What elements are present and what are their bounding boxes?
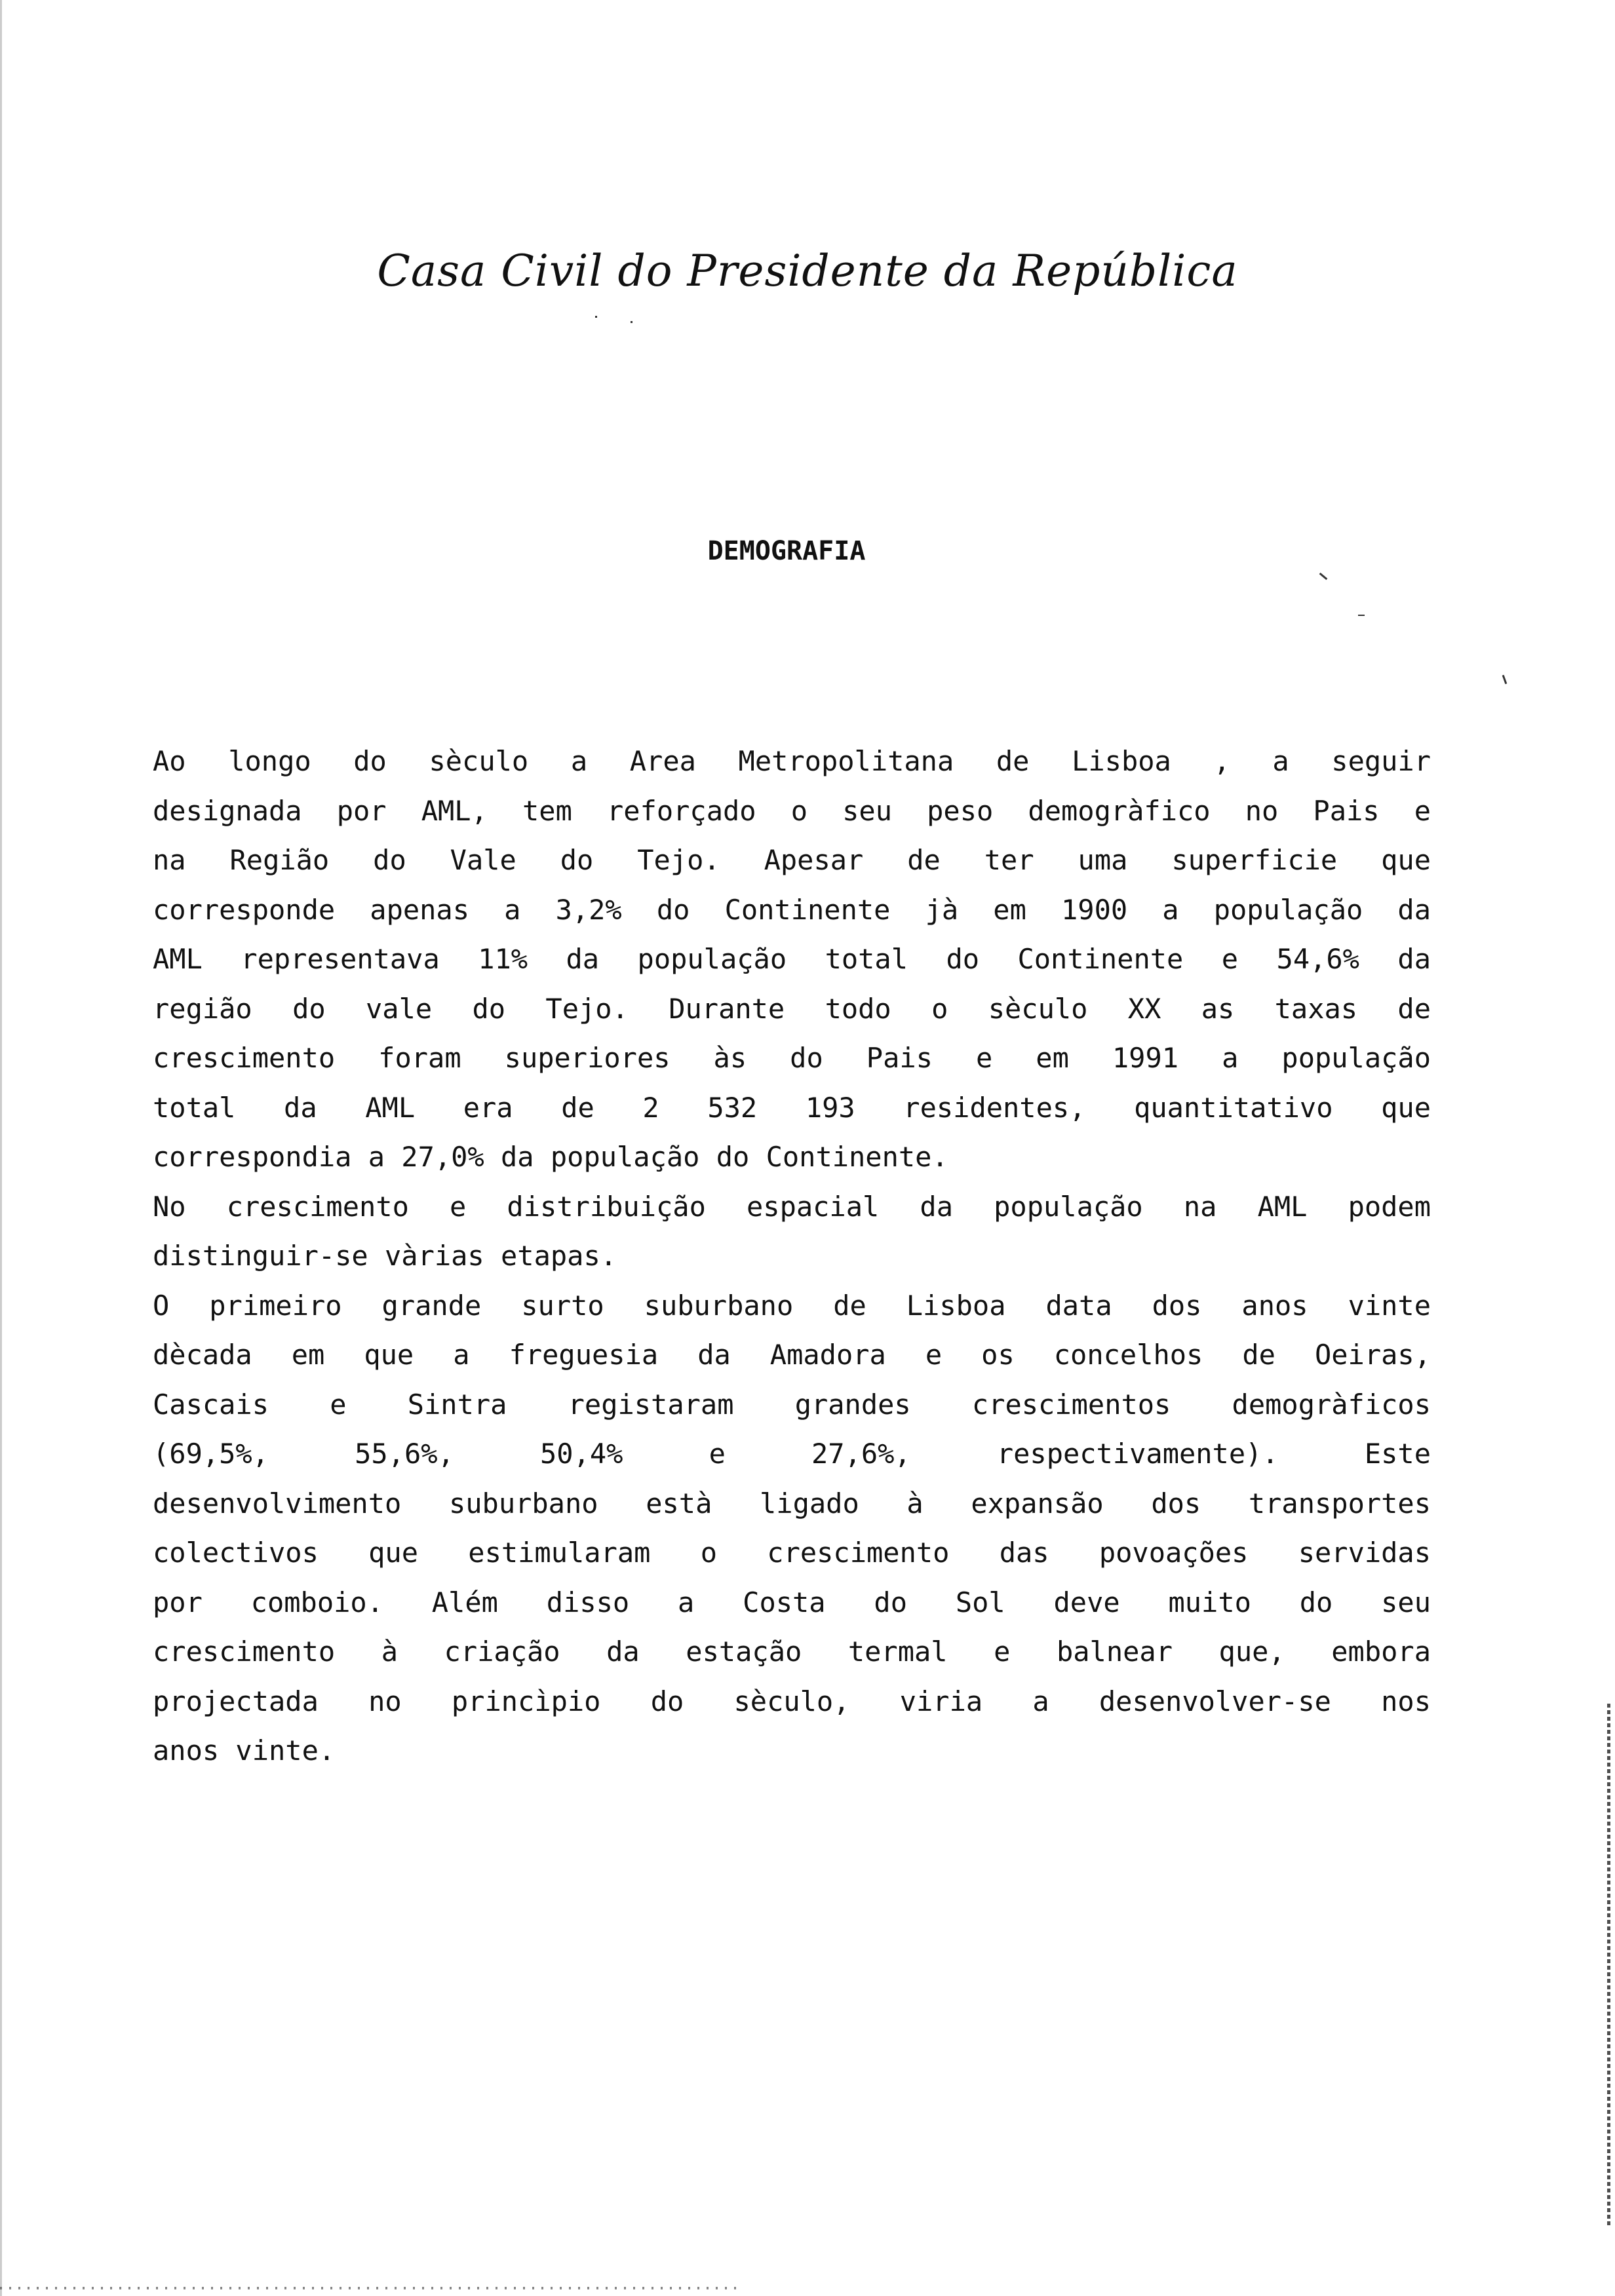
text-line: por comboio. Além disso a Costa do Sol deve muito do seu: [153, 1586, 1431, 1618]
scan-edge-right: [1607, 1704, 1610, 2228]
scan-speck: [1358, 615, 1365, 616]
scan-speck: [1502, 675, 1508, 684]
body-text: [153, 737, 1431, 1776]
scan-edge-bottom: [0, 2287, 741, 2289]
text-line: total da AML era de 2 532 193 residentes, quantitativo que: [153, 1091, 1431, 1124]
text-line: região do vale do Tejo. Durante todo o sèculo XX as taxas de: [153, 992, 1431, 1025]
text-line: anos vinte.: [153, 1734, 336, 1767]
section-title: DEMOGRAFIA: [707, 536, 866, 566]
text-line: crescimento foram superiores às do Pais e em 1991 a população: [153, 1042, 1431, 1074]
scan-speck: [631, 321, 632, 323]
text-line: designada por AML, tem reforçado o seu peso demogràfico no Pais e: [153, 794, 1431, 827]
text-line: O primeiro grande surto suburbano de Lisboa data dos anos vinte: [153, 1289, 1431, 1322]
scan-speck: [1319, 573, 1328, 580]
letterhead: Casa Civil do Presidente da República: [377, 246, 1238, 296]
text-line: (69,5%, 55,6%, 50,4% e 27,6%, respectivamente). Este: [153, 1438, 1431, 1470]
text-line: projectada no princìpio do sèculo, viria a desenvolver-se nos: [153, 1685, 1431, 1717]
text-line: distinguir-se vàrias etapas.: [153, 1240, 617, 1272]
text-line: na Região do Vale do Tejo. Apesar de ter uma superficie que: [153, 844, 1431, 876]
text-line: crescimento à criação da estação termal e balnear que, embora: [153, 1636, 1431, 1668]
scan-speck: [595, 316, 597, 318]
text-line: Ao longo do sèculo a Area Metropolitana de Lisboa , a seguir: [153, 745, 1431, 777]
text-line: No crescimento e distribuição espacial da população na AML podem: [153, 1190, 1431, 1223]
scan-edge-left: [0, 0, 2, 2296]
text-line: corresponde apenas a 3,2% do Continente jà em 1900 a população da: [153, 893, 1431, 926]
text-line: desenvolvimento suburbano està ligado à expansão dos transportes: [153, 1487, 1431, 1520]
text-line: dècada em que a freguesia da Amadora e os concelhos de Oeiras,: [153, 1339, 1431, 1371]
text-line: AML representava 11% da população total do Continente e 54,6% da: [153, 943, 1431, 975]
text-line: Cascais e Sintra registaram grandes crescimentos demogràficos: [153, 1388, 1431, 1421]
text-line: correspondia a 27,0% da população do Continente.: [153, 1141, 948, 1173]
text-line: colectivos que estimularam o crescimento das povoações servidas: [153, 1537, 1431, 1569]
